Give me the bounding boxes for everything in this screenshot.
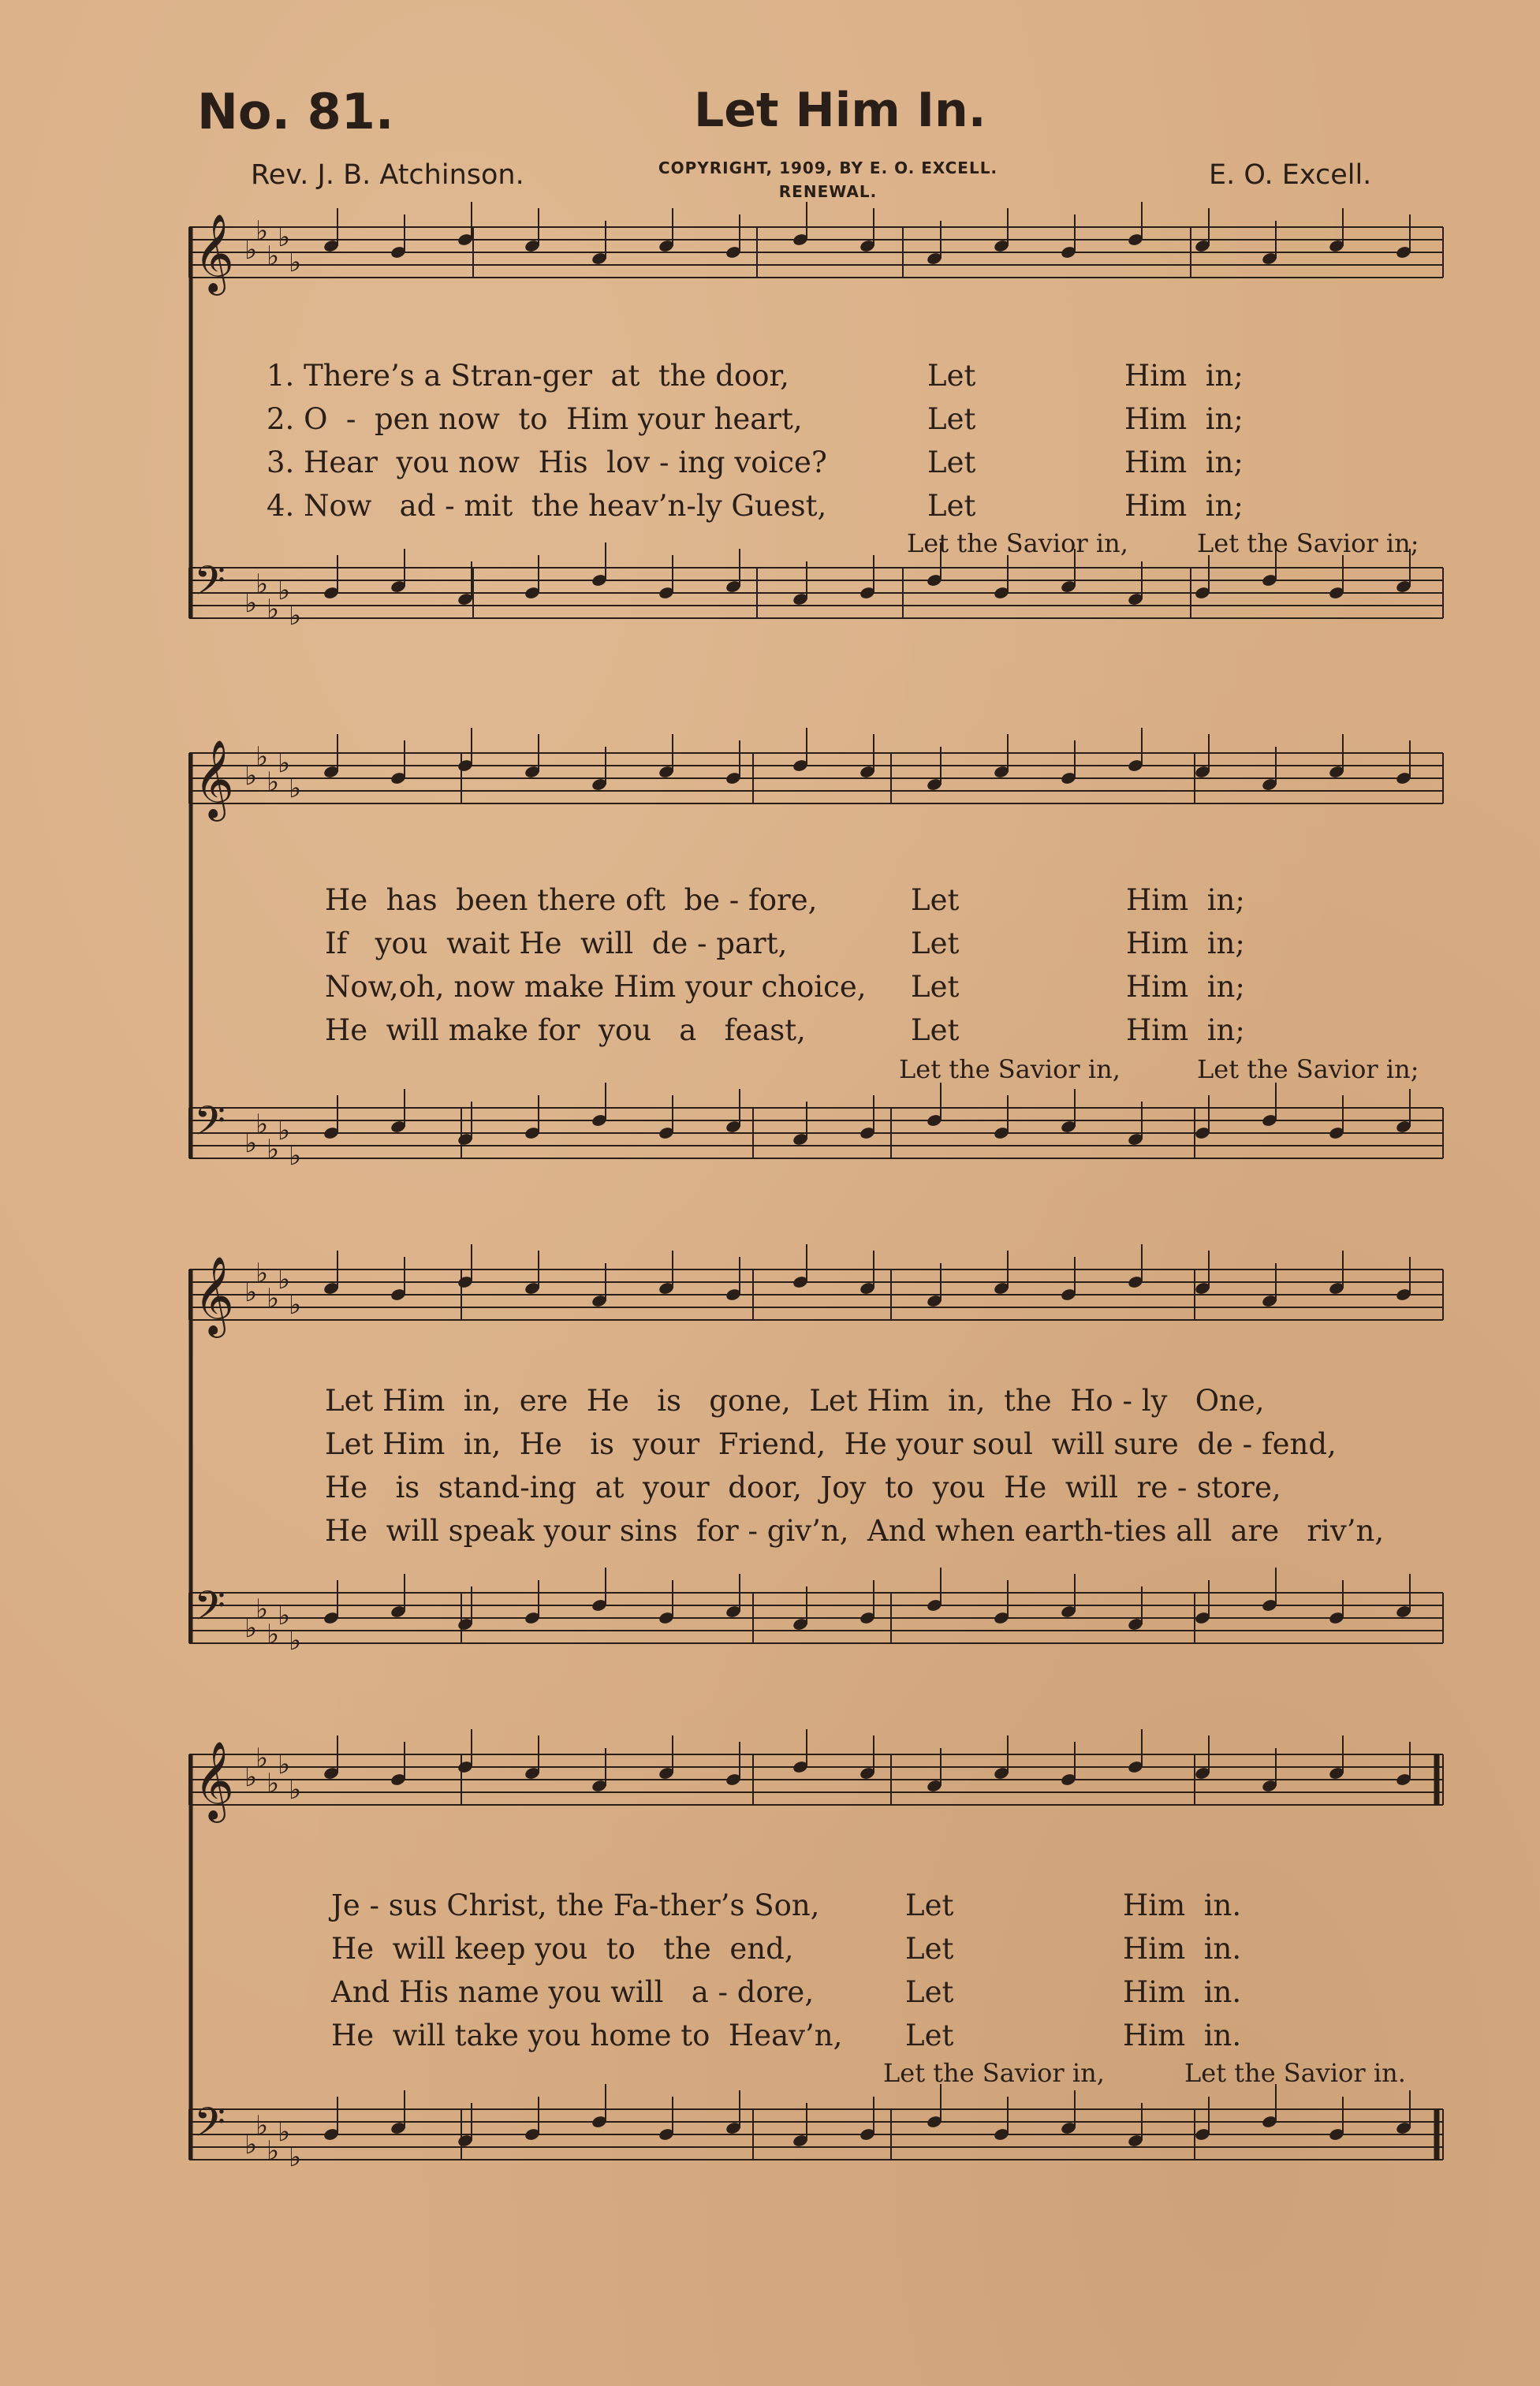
flat-sign: ♭ [255,2110,269,2142]
flat-sign: ♭ [244,2129,258,2160]
treble-clef: 𝄞 [194,740,234,818]
lyric-him-in: Him in; [1124,359,1244,393]
echo-refrain: Let the Savior in; [1197,1054,1419,1084]
music-system-2 [189,737,1451,1226]
flat-sign: ♭ [267,1619,280,1650]
lyric-line: He will make for you a feast, [325,1013,806,1047]
treble-staff [189,1741,1443,1823]
flat-sign: ♭ [255,1109,269,1140]
flat-sign: ♭ [278,1600,291,1631]
lyric-let: Let [927,446,976,479]
lyric-line: 1. There’s a Stran-ger at the door, [267,359,789,393]
lyric-him-in: Him in. [1123,1888,1242,1922]
echo-refrain: Let the Savior in, [883,2058,1105,2088]
flat-sign: ♭ [289,600,302,632]
lyricist-credit: Rev. J. B. Atchinson. [251,159,524,191]
flat-sign: ♭ [255,569,269,600]
lyric-line: 3. Hear you now His lov - ing voice? [267,446,827,479]
flat-sign: ♭ [255,215,269,247]
hymn-number: No. 81. [197,83,394,140]
flat-sign: ♭ [278,2116,291,2148]
lyric-him-in: Him in. [1123,1932,1242,1966]
music-system-3 [189,1254,1451,1695]
flat-sign: ♭ [267,594,280,625]
lyric-line: He will take you home to Heav’n, [331,2019,843,2052]
lyric-line: 4. Now ad - mit the heav’n-ly Guest, [267,489,827,523]
lyric-line: Je - sus Christ, the Fa-ther’s Son, [331,1888,820,1922]
lyric-line: Now,oh, now make Him your choice, [325,970,867,1004]
flat-sign: ♭ [267,1768,280,1799]
echo-refrain: Let the Savior in, [907,528,1128,558]
flat-sign: ♭ [289,1140,302,1172]
flat-sign: ♭ [244,1612,258,1644]
flat-sign: ♭ [289,2142,302,2173]
lyric-let: Let [905,1975,954,2009]
bass-staff [189,1097,1443,1172]
lyric-let: Let [905,2019,954,2052]
lyric-him-in: Him in; [1124,446,1244,479]
flat-sign: ♭ [278,1115,291,1146]
treble-clef: 𝄞 [194,1256,234,1335]
lyric-let: Let [927,359,976,393]
bass-staff [189,1582,1443,1657]
lyric-line: Let Him in, He is your Friend, He your soul will sure de - fend, [325,1427,1337,1461]
bass-clef: 𝄢 [194,1582,226,1639]
lyric-him-in: Him in. [1123,2019,1242,2052]
lyric-let: Let [911,1013,960,1047]
flat-sign: ♭ [255,1594,269,1625]
composer-credit: E. O. Excell. [1209,159,1372,191]
flat-sign: ♭ [289,1774,302,1806]
flat-sign: ♭ [244,587,258,619]
flat-sign: ♭ [244,234,258,266]
flat-sign: ♭ [244,760,258,792]
flat-sign: ♭ [267,2135,280,2167]
copyright-notice [631,156,1025,203]
lyric-him-in: Him in; [1126,970,1245,1004]
flat-sign: ♭ [267,240,280,272]
lyric-him-in: Him in; [1126,926,1245,960]
flat-sign: ♭ [267,1134,280,1165]
flat-sign: ♭ [278,222,291,253]
flat-sign: ♭ [278,747,291,779]
flat-sign: ♭ [289,247,302,278]
lyric-let: Let [905,1888,954,1922]
flat-sign: ♭ [267,1283,280,1314]
music-system-4 [189,1739,1451,2243]
flat-sign: ♭ [278,1264,291,1296]
flat-sign: ♭ [289,773,302,804]
copyright-renewal: RENEWAL. [778,182,878,201]
lyric-line: He will speak your sins for - giv’n, And when earth-ties all are riv’n, [325,1514,1385,1548]
treble-staff [189,214,1443,296]
echo-refrain: Let the Savior in, [899,1054,1121,1084]
echo-refrain: Let the Savior in. [1184,2058,1406,2088]
flat-sign: ♭ [278,1749,291,1780]
lyric-let: Let [911,883,960,917]
lyric-line: Let Him in, ere He is gone, Let Him in, the Ho - ly One, [325,1384,1265,1418]
music-system-1 [189,213,1451,686]
flat-sign: ♭ [244,1762,258,1793]
treble-clef: 𝄞 [194,1741,234,1820]
flat-sign: ♭ [267,766,280,798]
treble-staff [189,1256,1443,1338]
lyric-him-in: Him in; [1126,883,1245,917]
bass-clef: 𝄢 [194,557,226,614]
flat-sign: ♭ [244,1277,258,1308]
lyric-line: 2. O - pen now to Him your heart, [267,402,803,436]
lyric-line: If you wait He will de - part, [325,926,788,960]
hymn-title: Let Him In. [694,83,986,138]
flat-sign: ♭ [255,741,269,773]
flat-sign: ♭ [278,575,291,606]
echo-refrain: Let the Savior in; [1197,528,1419,558]
lyric-line: He has been there oft be - fore, [325,883,818,917]
flat-sign: ♭ [255,1258,269,1289]
lyric-line: He will keep you to the end, [331,1932,794,1966]
lyric-him-in: Him in; [1124,402,1244,436]
flat-sign: ♭ [255,1743,269,1774]
bass-staff [189,2098,1443,2173]
flat-sign: ♭ [289,1289,302,1321]
lyric-him-in: Him in. [1123,1975,1242,2009]
treble-clef: 𝄞 [194,214,234,293]
lyric-him-in: Him in; [1126,1013,1245,1047]
flat-sign: ♭ [244,1128,258,1159]
lyric-him-in: Him in; [1124,489,1244,523]
bass-clef: 𝄢 [194,2098,226,2156]
flat-sign: ♭ [289,1625,302,1657]
lyric-let: Let [911,970,960,1004]
lyric-let: Let [905,1932,954,1966]
copyright-line: COPYRIGHT, 1909, BY E. O. EXCELL. [658,158,998,177]
lyric-line: He is stand-ing at your door, Joy to you He will re - store, [325,1471,1281,1504]
bass-clef: 𝄢 [194,1097,226,1154]
bass-staff [189,557,1443,632]
lyric-let: Let [927,402,976,436]
lyric-line: And His name you will a - dore, [331,1975,815,2009]
treble-staff [189,740,1443,822]
lyric-let: Let [911,926,960,960]
lyric-let: Let [927,489,976,523]
